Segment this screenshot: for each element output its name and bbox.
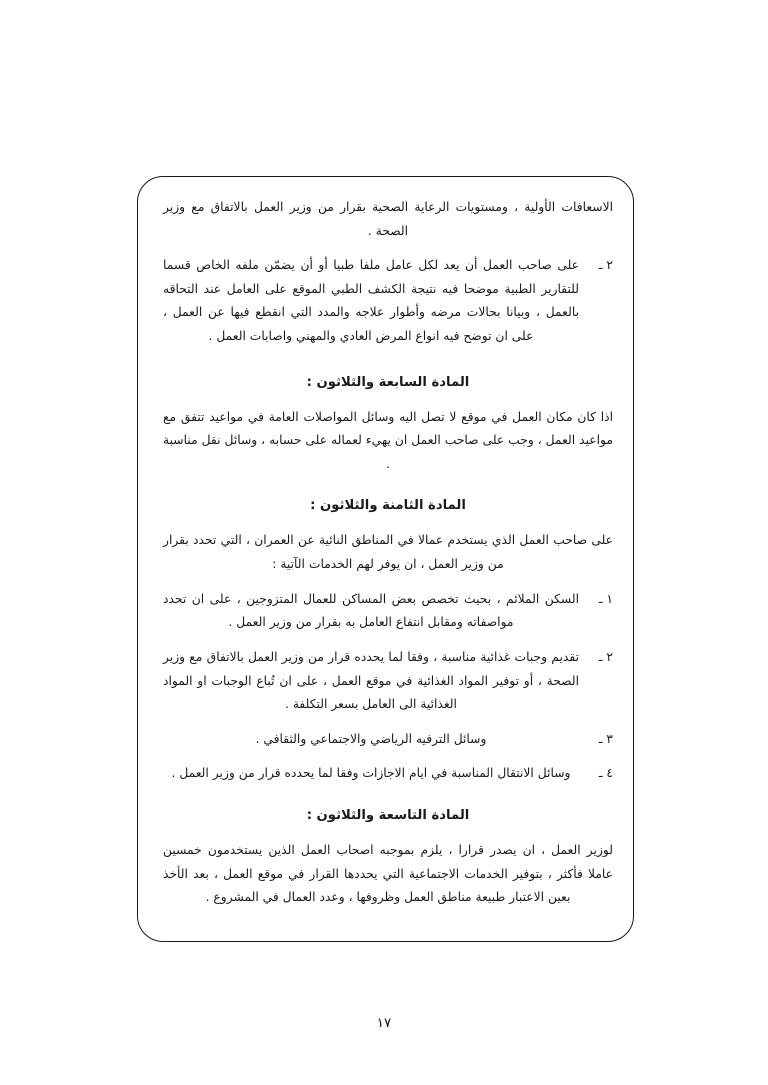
list-item-number: ٣ ـ <box>598 731 613 746</box>
list-item-4-transport <box>163 762 613 786</box>
list-item-3-recreation <box>163 728 613 752</box>
list-item-text: السكن الملائم ، بحيث تخصص بعض المساكن للعمال المتزوجين ، على ان تحدد مواصفاته ومقابل انتفاع العامل به بقرار من وزير العمل . <box>163 591 579 630</box>
heading-article-38: المادة الثامنة والثلاثون : <box>310 498 466 514</box>
list-item-2-meals <box>163 646 613 717</box>
heading-article-39: المادة التاسعة والثلاثون : <box>306 807 470 823</box>
page-content <box>163 196 613 910</box>
paragraph-article-38-body: على صاحب العمل الذي يستخدم عمالا في المناطق النائية عن العمران ، التي تحدد بقرار من وزير العمل ، ان يوفر لهم الخدمات الآتية : <box>163 533 613 572</box>
list-item-number: ٢ ـ <box>598 649 613 664</box>
heading-article-37: المادة السابعة والثلاثون : <box>306 374 470 390</box>
list-item-text: وسائل الترفيه الرياضي والاجتماعي والثقافي . <box>255 731 487 746</box>
paragraph-article-39-body: لوزير العمل ، ان يصدر قرارا ، يلزم بموجبه اصحاب العمل الذين يستخدمون خمسين عاملا فأكثر ، بتوفير الخدمات الاجتماعية التي يحددها القرار في موقع العمل ، بعد الأخذ بعين الاعتبار طبيعة مناطق العمل وظروفها ، وعدد العمال في المشروع . <box>163 842 613 905</box>
list-item-text: تقديم وجبات غذائية مناسبة ، وفقا لما يحدده قرار من وزير العمل بالاتفاق مع وزير الصحة ، أو توفير المواد الغذائية في موقع العمل ، على ان تُباع الوجبات او المواد الغذائية الى العامل بسعر التكلفة . <box>163 649 579 712</box>
list-item-text: وسائل الانتقال المناسبة في ايام الاجازات وفقا لما يحدده قرار من وزير العمل . <box>171 766 571 781</box>
list-item-number: ١ ـ <box>598 591 613 606</box>
list-item-2-medical-file <box>163 254 613 348</box>
paragraph-first-aid: الاسعافات الأولية ، ومستويات الرعاية الصحية بقرار من وزير العمل بالاتفاق مع وزير الصحة . <box>163 200 613 238</box>
list-item-number: ٢ ـ <box>598 258 613 273</box>
list-item-1-housing <box>163 588 613 635</box>
list-item-text: على صاحب العمل أن يعد لكل عامل ملفا طبيا أو أن يضمّن ملفه الخاص قسما للتقارير الطبية موضحا فيه نتيجة الكشف الطبي الموقع على العامل عند التحاقه بالعمل ، وبيانا بحالات مرضه وأطوار علاجه والمدد التي انقطع فيها عن العمل ، على ان توضح فيه انواع المرض العادي والمهني واصابات العمل . <box>163 258 579 344</box>
page-number: ١٧ <box>376 1015 392 1031</box>
paragraph-article-37-body: اذا كان مكان العمل في موقع لا تصل اليه وسائل المواصلات العامة في مواعيد تتفق مع مواعيد العمل ، وجب على صاحب العمل ان يهيء لعماله على حسابه ، وسائل نقل مناسبة . <box>163 409 613 471</box>
list-item-number: ٤ ـ <box>598 766 613 781</box>
